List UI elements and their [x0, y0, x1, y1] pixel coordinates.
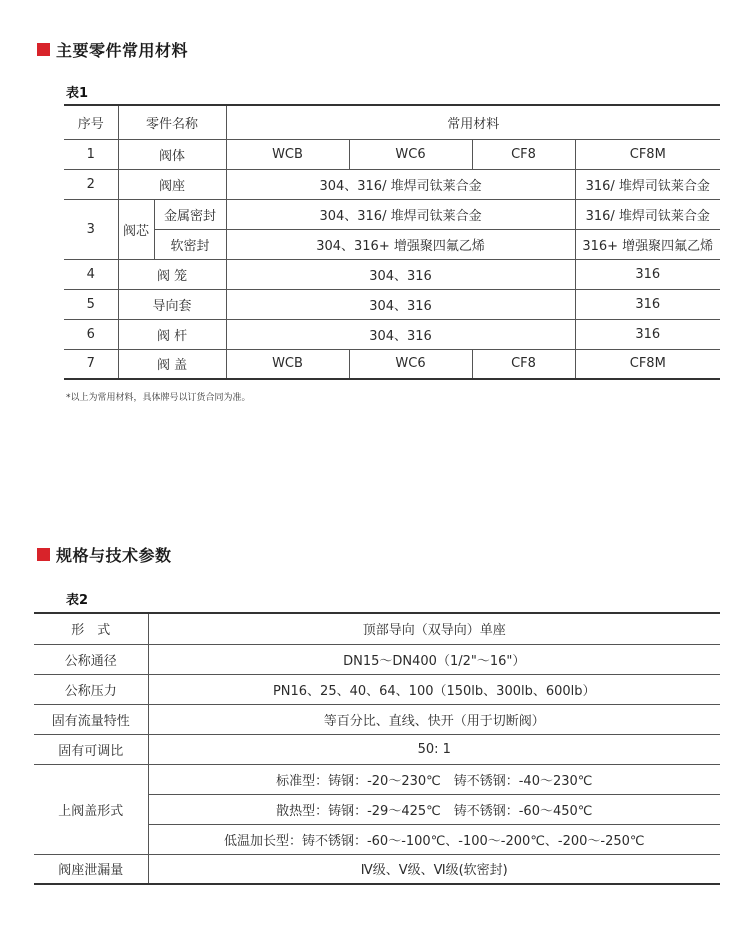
row-no: 6 [64, 319, 118, 349]
row-no: 7 [64, 349, 118, 379]
table-row [64, 289, 720, 319]
table-row [64, 139, 720, 169]
spec-label: 固有可调比 [34, 734, 148, 764]
table-row [34, 613, 720, 644]
material-cell: CF8M [575, 349, 720, 379]
material-cell: 304、316 [226, 259, 575, 289]
material-cell: WC6 [349, 349, 472, 379]
section2-title: 规格与技术参数 [56, 545, 172, 565]
material-cell: 304、316/ 堆焊司钛莱合金 [226, 199, 575, 229]
table-row [64, 319, 720, 349]
table-row [64, 199, 720, 229]
spec-label: 固有流量特性 [34, 704, 148, 734]
material-cell: 304、316 [226, 319, 575, 349]
table-row [64, 169, 720, 199]
table-row [34, 854, 720, 884]
header-materials: 常用材料 [226, 105, 720, 139]
row-subpart: 软密封 [154, 229, 226, 259]
section1-title: 主要零件常用材料 [56, 40, 189, 60]
spec-label: 阀座泄漏量 [34, 854, 148, 884]
spec-label: 形 式 [34, 613, 148, 644]
spec-value: 50: 1 [148, 734, 720, 764]
material-cell: WCB [226, 349, 349, 379]
header-no: 序号 [64, 105, 118, 139]
material-cell: CF8 [472, 139, 575, 169]
material-cell: 316 [575, 289, 720, 319]
material-cell: 304、316+ 增强聚四氟乙烯 [226, 229, 575, 259]
spec-value: 低温加长型：铸不锈钢：-60～-100℃、-100～-200℃、-200～-250℃ [148, 824, 720, 854]
red-square-icon [37, 548, 50, 561]
spec-value: Ⅳ级、Ⅴ级、Ⅵ级(软密封) [148, 854, 720, 884]
row-part: 阀体 [118, 139, 226, 169]
material-cell: CF8 [472, 349, 575, 379]
row-group: 阀芯 [118, 199, 154, 259]
section2-header [37, 543, 172, 565]
spec-value: 顶部导向（双导向）单座 [148, 613, 720, 644]
row-no: 1 [64, 139, 118, 169]
row-no: 3 [64, 199, 118, 259]
section1-header [37, 38, 188, 60]
material-cell: CF8M [575, 139, 720, 169]
table-row [34, 704, 720, 734]
row-part: 阀 杆 [118, 319, 226, 349]
materials-table [64, 104, 720, 380]
spec-value: 散热型：铸钢：-29～425℃ 铸不锈钢：-60～450℃ [148, 794, 720, 824]
material-cell: 316+ 增强聚四氟乙烯 [575, 229, 720, 259]
material-cell: 304、316/ 堆焊司钛莱合金 [226, 169, 575, 199]
spec-label: 公称压力 [34, 674, 148, 704]
material-cell: WCB [226, 139, 349, 169]
spec-label: 公称通径 [34, 644, 148, 674]
material-cell: 316 [575, 319, 720, 349]
material-cell: 316/ 堆焊司钛莱合金 [575, 169, 720, 199]
spec-value: PN16、25、40、64、100（150lb、300lb、600lb） [148, 674, 720, 704]
material-cell: WC6 [349, 139, 472, 169]
row-no: 2 [64, 169, 118, 199]
spec-value: DN15～DN400（1/2"～16"） [148, 644, 720, 674]
row-part: 阀 笼 [118, 259, 226, 289]
red-square-icon [37, 43, 50, 56]
table1-header-row [64, 105, 720, 139]
row-part: 阀座 [118, 169, 226, 199]
row-part: 导向套 [118, 289, 226, 319]
table-row [34, 644, 720, 674]
table1-note: *以上为常用材料，具体牌号以订货合同为准。 [66, 393, 251, 403]
header-part: 零件名称 [118, 105, 226, 139]
table-row [34, 764, 720, 794]
spec-value: 等百分比、直线、快开（用于切断阀） [148, 704, 720, 734]
specs-table [34, 612, 720, 885]
material-cell: 316/ 堆焊司钛莱合金 [575, 199, 720, 229]
table-row [34, 674, 720, 704]
row-subpart: 金属密封 [154, 199, 226, 229]
material-cell: 316 [575, 259, 720, 289]
table-row [64, 349, 720, 379]
row-no: 5 [64, 289, 118, 319]
table2-label: 表2 [66, 593, 89, 608]
spec-label: 上阀盖形式 [34, 764, 148, 854]
table-row [64, 259, 720, 289]
table-row [34, 734, 720, 764]
material-cell: 304、316 [226, 289, 575, 319]
spec-value: 标准型：铸钢：-20～230℃ 铸不锈钢：-40～230℃ [148, 764, 720, 794]
row-part: 阀 盖 [118, 349, 226, 379]
row-no: 4 [64, 259, 118, 289]
table-row [64, 229, 720, 259]
table1-label: 表1 [66, 86, 89, 101]
